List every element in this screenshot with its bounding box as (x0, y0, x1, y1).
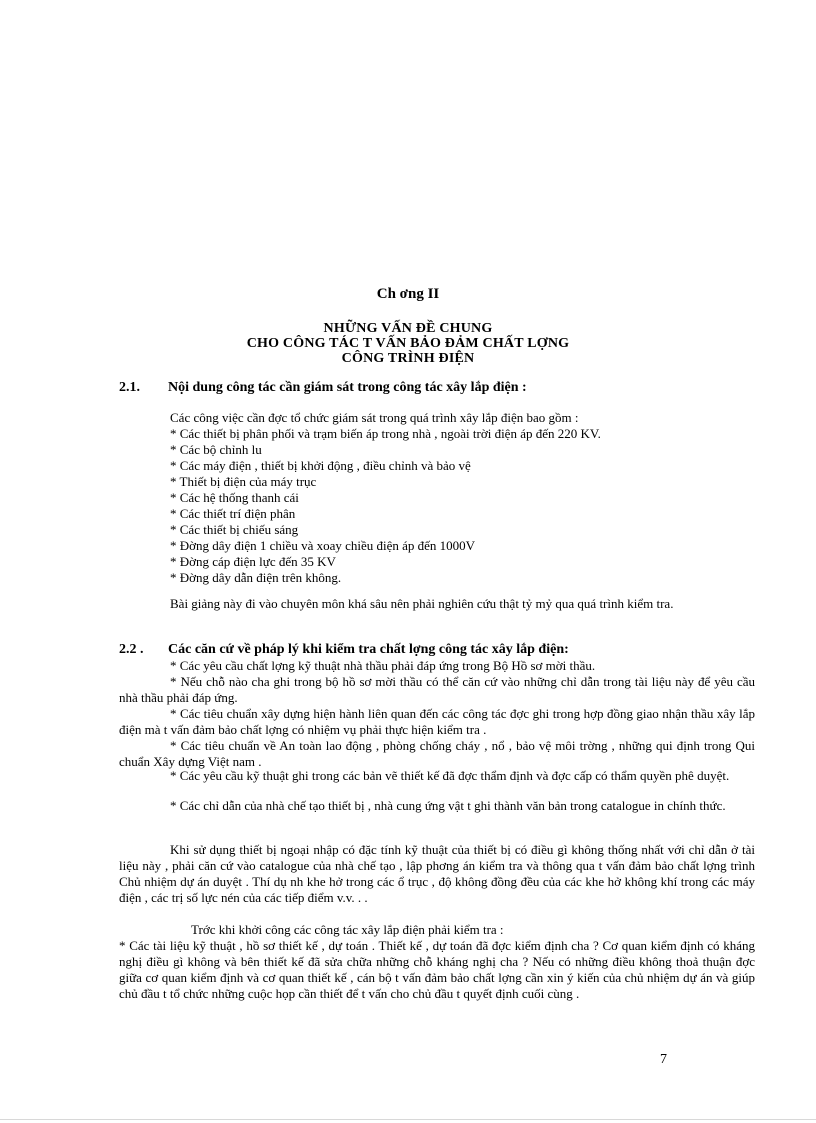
title-line-1: NHỮNG VẤN ĐỀ CHUNG (323, 321, 493, 336)
pre-construction-check-intro: Trớc khi khởi công các công tác xây lắp điện phải kiểm tra : (191, 922, 504, 937)
list-item: * Các máy điện , thiết bị khởi động , điều chỉnh và bảo vệ (170, 458, 471, 473)
legal-basis-item: * Nếu chỗ nào cha ghi trong bộ hồ sơ mời thầu có thể căn cứ vào những chỉ dẫn trong tài liệu này để yêu cầu nhà thầu phải đáp ứng. (119, 674, 755, 705)
legal-basis-item: * Các chỉ dẫn của nhà chế tạo thiết bị , nhà cung ứng vật t ghi thành văn bản trong catalogue in chính thức. (170, 798, 726, 813)
list-item: * Thiết bị điện của máy trục (170, 474, 317, 489)
list-item: * Đờng dây điện 1 chiều và xoay chiều điện áp đến 1000V (170, 538, 476, 553)
legal-basis-item: * Các tiêu chuẩn xây dựng hiện hành liên quan đến các công tác đợc ghi trong hợp đồng giao nhận thầu xây lắp điện mà t vấn đảm bảo chất lợng có nhiệm vụ phải thực hiện kiểm tra . (119, 706, 755, 737)
equipment-list (170, 426, 601, 586)
page-number: 7 (660, 1052, 667, 1067)
legal-basis-item: * Các tiêu chuẩn về An toàn lao động , phòng chống cháy , nổ , bảo vệ môi trờng , những qui định trong Qui chuẩn Xây dựng Việt nam . (119, 738, 755, 769)
list-item: * Các bộ chỉnh lu (170, 442, 262, 457)
bottom-divider (0, 1119, 816, 1120)
section-1-title: Nội dung công tác cần giám sát trong công tác xây lắp điện : (168, 380, 527, 395)
technical-documents-paragraph: * Các tài liệu kỹ thuật , hồ sơ thiết kế , dự toán . Thiết kế , dự toán đã đợc kiểm định cha ? Cơ quan kiểm định có kháng nghị điều gì không và bên thiết kế đã sửa chữa những chỗ kháng nghị cha ? Nếu có những điều không thoả thuận đợc giữa cơ quan kiểm định và cơ quan thiết kế , cán bộ t vấn đảm bảo chất lợng cần xin ý kiến của chủ nhiệm dự án và giúp chủ đầu t tổ chức những cuộc họp cần thiết để t vấn cho chủ đầu t quyết định cuối cùng . (119, 938, 755, 1001)
list-item: * Các thiết bị phân phối và trạm biến áp trong nhà , ngoài trời điện áp đến 220 KV. (170, 426, 601, 441)
section-1-closing: Bài giảng này đi vào chuyên môn khá sâu nên phải nghiên cứu thật tỷ mỷ qua quá trình kiểm tra. (170, 596, 674, 611)
chapter-heading: Ch ơng II (376, 286, 440, 302)
list-item: * Các thiết bị chiếu sáng (170, 522, 299, 537)
legal-basis-item: * Các yêu cầu kỹ thuật ghi trong các bản vẽ thiết kế đã đợc thẩm định và đợc cấp có thẩm quyền phê duyệt. (170, 768, 730, 783)
section-2-number: 2.2 . (119, 642, 144, 657)
list-item: * Đờng cáp điện lực đến 35 KV (170, 554, 336, 569)
section-1-number: 2.1. (119, 380, 140, 395)
title-line-2: CHO CÔNG TÁC T VẤN BẢO ĐẢM CHẤT LỢNG (246, 336, 570, 351)
list-item: * Đờng dây dẫn điện trên không. (170, 570, 342, 585)
list-item: * Các thiết trí điện phân (170, 506, 296, 521)
title-line-3: CÔNG TRÌNH ĐIỆN (341, 351, 475, 366)
list-item: * Các hệ thống thanh cái (170, 490, 299, 505)
legal-basis-item: * Các yêu cầu chất lợng kỹ thuật nhà thầu phải đáp ứng trong Bộ Hồ sơ mời thầu. (170, 658, 596, 673)
section-1-intro: Các công việc cần đợc tổ chức giám sát trong quá trình xây lắp điện bao gồm : (170, 410, 579, 425)
section-2-title: Các căn cứ về pháp lý khi kiểm tra chất lợng công tác xây lắp điện: (168, 642, 569, 657)
imported-equipment-paragraph: Khi sử dụng thiết bị ngoại nhập có đặc tính kỹ thuật của thiết bị có điều gì không thống nhất với chỉ dẫn ở tài liệu này , phải căn cứ vào catalogue của nhà chế tạo , lập phơng án kiểm tra và thông qua t vấn đảm bảo chất lợng trình Chủ nhiệm dự án duyệt . Thí dụ nh khe hở trong các ổ trục , độ không đồng đều của các khe hở không khí trong các máy điện , các trị số lực nén của các tiếp điểm v.v. . . (119, 842, 755, 905)
